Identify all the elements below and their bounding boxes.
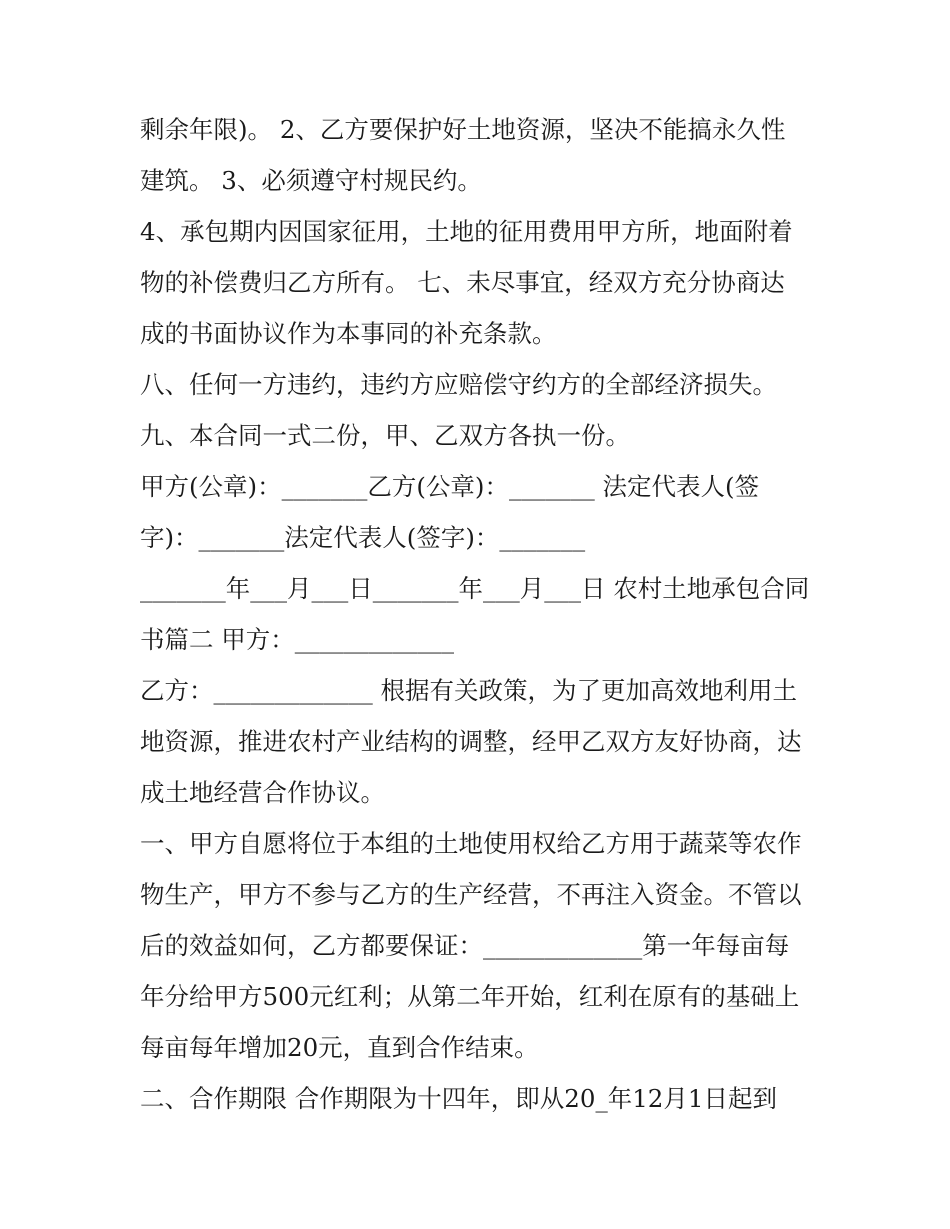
text-line-19: 每亩每年增加20元，直到合作结束。 — [140, 1033, 539, 1062]
text-line-6: 八、任何一方违约，违约方应赔偿守约方的全部经济损失。 — [140, 370, 777, 399]
text-line-4: 物的补偿费归乙方所有。 七、未尽事宜，经双方充分协商达 — [140, 268, 785, 297]
text-line-18: 年分给甲方500元红利；从第二年开始，红利在原有的基础上 — [140, 982, 800, 1011]
text-line-13: 地资源，推进农村产业结构的调整，经甲乙双方友好协商，达 — [140, 727, 802, 756]
text-line-20: 二、合作期限 合作期限为十四年，即从20_年12月1日起到 — [140, 1084, 777, 1113]
text-line-8: 甲方(公章)：_______乙方(公章)：_______ 法定代表人(签 — [140, 472, 760, 501]
text-line-16: 物生产，甲方不参与乙方的生产经营，不再注入资金。不管以 — [140, 880, 802, 909]
text-line-7: 九、本合同一式二份，甲、乙双方各执一份。 — [140, 421, 630, 450]
text-line-12: 乙方：_____________ 根据有关政策，为了更加高效地利用土 — [140, 676, 798, 705]
text-line-10: _______年___月___日_______年___月___日 农村土地承包合同 — [140, 574, 810, 603]
text-line-3: 4、承包期内因国家征用，土地的征用费用甲方所，地面附着 — [140, 217, 793, 246]
text-line-15: 一、甲方自愿将位于本组的土地使用权给乙方用于蔬菜等农作 — [140, 829, 802, 858]
text-line-5: 成的书面协议作为本事同的补充条款。 — [140, 319, 557, 348]
text-line-2: 建筑。 3、必须遵守村规民约。 — [140, 166, 482, 195]
text-line-9: 字)：_______法定代表人(签字)：_______ — [140, 523, 586, 552]
text-line-1: 剩余年限)。 2、乙方要保护好土地资源，坚决不能搞永久性 — [140, 115, 786, 144]
text-line-14: 成土地经营合作协议。 — [140, 778, 385, 807]
text-line-11: 书篇二 甲方：_____________ — [140, 625, 455, 654]
text-line-17: 后的效益如何，乙方都要保证：_____________第一年每亩每 — [140, 931, 790, 960]
